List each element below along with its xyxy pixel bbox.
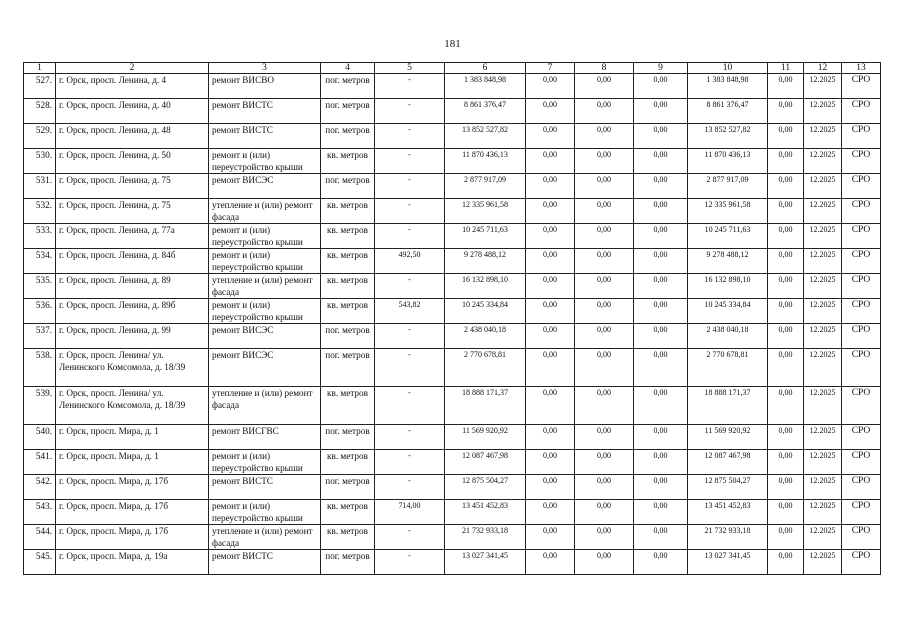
fund-cost-cell: 10 245 711,63: [688, 224, 768, 249]
value-cell-7: 0,00: [526, 99, 575, 124]
value-cell-11: 0,00: [768, 274, 804, 299]
total-cost-cell: 12 087 467,98: [445, 450, 526, 475]
fund-cost-cell: 13 027 341,45: [688, 550, 768, 575]
table-row: [24, 99, 881, 124]
value-cell-8: 0,00: [575, 224, 634, 249]
address-cell: г. Орск, просп. Ленина, д. 40: [56, 99, 209, 124]
date-cell: 12.2025: [804, 299, 842, 324]
unit-cell: кв. метров: [321, 387, 375, 425]
value-cell-7: 0,00: [526, 475, 575, 500]
value-cell-9: 0,00: [634, 224, 688, 249]
date-cell: 12.2025: [804, 550, 842, 575]
page-number: 181: [444, 38, 461, 50]
table-row: [24, 249, 881, 274]
row-number: 534.: [24, 249, 56, 274]
volume-cell: -: [375, 224, 445, 249]
work-type-cell: утепление и (или) ремонт фасада: [209, 199, 321, 224]
value-cell-9: 0,00: [634, 425, 688, 450]
address-cell: г. Орск, просп. Мира, д. 19а: [56, 550, 209, 575]
fund-cost-cell: 1 383 848,98: [688, 74, 768, 99]
value-cell-8: 0,00: [575, 475, 634, 500]
table-row: [24, 224, 881, 249]
table-row: [24, 475, 881, 500]
method-cell: СРО: [842, 249, 881, 274]
value-cell-7: 0,00: [526, 324, 575, 349]
row-number: 539.: [24, 387, 56, 425]
value-cell-7: 0,00: [526, 387, 575, 425]
unit-cell: кв. метров: [321, 500, 375, 525]
value-cell-11: 0,00: [768, 450, 804, 475]
table-row: [24, 387, 881, 425]
method-cell: СРО: [842, 299, 881, 324]
value-cell-8: 0,00: [575, 99, 634, 124]
row-number: 527.: [24, 74, 56, 99]
address-cell: г. Орск, просп. Ленина, д. 84б: [56, 249, 209, 274]
method-cell: СРО: [842, 274, 881, 299]
value-cell-7: 0,00: [526, 425, 575, 450]
table-row: [24, 550, 881, 575]
volume-cell: -: [375, 387, 445, 425]
volume-cell: -: [375, 425, 445, 450]
value-cell-7: 0,00: [526, 349, 575, 387]
work-type-cell: утепление и (или) ремонт фасада: [209, 387, 321, 425]
value-cell-7: 0,00: [526, 124, 575, 149]
register-table: [23, 62, 881, 575]
fund-cost-cell: 2 438 040,18: [688, 324, 768, 349]
row-number: 531.: [24, 174, 56, 199]
table-row: [24, 149, 881, 174]
method-cell: СРО: [842, 475, 881, 500]
unit-cell: пог. метров: [321, 124, 375, 149]
unit-cell: пог. метров: [321, 74, 375, 99]
value-cell-11: 0,00: [768, 500, 804, 525]
total-cost-cell: 18 888 171,37: [445, 387, 526, 425]
value-cell-7: 0,00: [526, 274, 575, 299]
address-cell: г. Орск, просп. Ленина, д. 89б: [56, 299, 209, 324]
row-number: 542.: [24, 475, 56, 500]
date-cell: 12.2025: [804, 74, 842, 99]
work-type-cell: ремонт и (или) переустройство крыши: [209, 500, 321, 525]
table-row: [24, 349, 881, 387]
volume-cell: -: [375, 450, 445, 475]
total-cost-cell: 13 027 341,45: [445, 550, 526, 575]
volume-cell: -: [375, 99, 445, 124]
table-row: [24, 450, 881, 475]
unit-cell: пог. метров: [321, 349, 375, 387]
volume-cell: -: [375, 475, 445, 500]
date-cell: 12.2025: [804, 349, 842, 387]
work-type-cell: ремонт ВИСГВС: [209, 425, 321, 450]
row-number: 544.: [24, 525, 56, 550]
date-cell: 12.2025: [804, 249, 842, 274]
row-number: 528.: [24, 99, 56, 124]
value-cell-11: 0,00: [768, 74, 804, 99]
value-cell-11: 0,00: [768, 249, 804, 274]
value-cell-7: 0,00: [526, 249, 575, 274]
work-type-cell: ремонт и (или) переустройство крыши: [209, 249, 321, 274]
address-cell: г. Орск, просп. Ленина, д. 99: [56, 324, 209, 349]
table-row: [24, 324, 881, 349]
method-cell: СРО: [842, 550, 881, 575]
volume-cell: -: [375, 74, 445, 99]
value-cell-7: 0,00: [526, 74, 575, 99]
method-cell: СРО: [842, 224, 881, 249]
method-cell: СРО: [842, 324, 881, 349]
fund-cost-cell: 10 245 334,84: [688, 299, 768, 324]
date-cell: 12.2025: [804, 99, 842, 124]
total-cost-cell: 21 732 933,18: [445, 525, 526, 550]
total-cost-cell: 2 770 678,81: [445, 349, 526, 387]
value-cell-7: 0,00: [526, 550, 575, 575]
fund-cost-cell: 18 888 171,37: [688, 387, 768, 425]
value-cell-9: 0,00: [634, 324, 688, 349]
value-cell-11: 0,00: [768, 224, 804, 249]
volume-cell: -: [375, 324, 445, 349]
table-row: [24, 299, 881, 324]
method-cell: СРО: [842, 174, 881, 199]
fund-cost-cell: 12 087 467,98: [688, 450, 768, 475]
row-number: 545.: [24, 550, 56, 575]
fund-cost-cell: 8 861 376,47: [688, 99, 768, 124]
col-header: 10: [688, 63, 768, 74]
value-cell-9: 0,00: [634, 550, 688, 575]
row-number: 532.: [24, 199, 56, 224]
volume-cell: -: [375, 550, 445, 575]
total-cost-cell: 2 438 040,18: [445, 324, 526, 349]
value-cell-8: 0,00: [575, 450, 634, 475]
volume-cell: -: [375, 199, 445, 224]
address-cell: г. Орск, просп. Ленина/ ул. Ленинского Комсомола, д. 18/39: [56, 387, 209, 425]
method-cell: СРО: [842, 450, 881, 475]
value-cell-9: 0,00: [634, 199, 688, 224]
value-cell-11: 0,00: [768, 149, 804, 174]
work-type-cell: ремонт и (или) переустройство крыши: [209, 450, 321, 475]
work-type-cell: ремонт ВИСЭС: [209, 174, 321, 199]
fund-cost-cell: 11 569 920,92: [688, 425, 768, 450]
method-cell: СРО: [842, 149, 881, 174]
unit-cell: кв. метров: [321, 224, 375, 249]
row-number: 540.: [24, 425, 56, 450]
volume-cell: -: [375, 149, 445, 174]
address-cell: г. Орск, просп. Мира, д. 17б: [56, 525, 209, 550]
value-cell-8: 0,00: [575, 550, 634, 575]
date-cell: 12.2025: [804, 500, 842, 525]
date-cell: 12.2025: [804, 124, 842, 149]
value-cell-9: 0,00: [634, 450, 688, 475]
value-cell-8: 0,00: [575, 349, 634, 387]
value-cell-11: 0,00: [768, 99, 804, 124]
col-header: 9: [634, 63, 688, 74]
value-cell-8: 0,00: [575, 387, 634, 425]
value-cell-11: 0,00: [768, 199, 804, 224]
value-cell-9: 0,00: [634, 124, 688, 149]
method-cell: СРО: [842, 500, 881, 525]
value-cell-11: 0,00: [768, 525, 804, 550]
value-cell-9: 0,00: [634, 249, 688, 274]
work-type-cell: ремонт ВИСТС: [209, 99, 321, 124]
value-cell-8: 0,00: [575, 324, 634, 349]
value-cell-9: 0,00: [634, 149, 688, 174]
value-cell-11: 0,00: [768, 550, 804, 575]
col-header: 2: [56, 63, 209, 74]
total-cost-cell: 10 245 711,63: [445, 224, 526, 249]
method-cell: СРО: [842, 387, 881, 425]
address-cell: г. Орск, просп. Ленина/ ул. Ленинского Комсомола, д. 18/39: [56, 349, 209, 387]
value-cell-8: 0,00: [575, 149, 634, 174]
unit-cell: кв. метров: [321, 450, 375, 475]
unit-cell: пог. метров: [321, 425, 375, 450]
col-header: 5: [375, 63, 445, 74]
value-cell-9: 0,00: [634, 475, 688, 500]
date-cell: 12.2025: [804, 525, 842, 550]
value-cell-8: 0,00: [575, 174, 634, 199]
table-row: [24, 199, 881, 224]
value-cell-9: 0,00: [634, 349, 688, 387]
total-cost-cell: 10 245 334,84: [445, 299, 526, 324]
col-header: 4: [321, 63, 375, 74]
unit-cell: кв. метров: [321, 149, 375, 174]
address-cell: г. Орск, просп. Ленина, д. 50: [56, 149, 209, 174]
method-cell: СРО: [842, 349, 881, 387]
value-cell-8: 0,00: [575, 249, 634, 274]
date-cell: 12.2025: [804, 149, 842, 174]
col-header: 8: [575, 63, 634, 74]
table-row: [24, 174, 881, 199]
address-cell: г. Орск, просп. Ленина, д. 77а: [56, 224, 209, 249]
date-cell: 12.2025: [804, 274, 842, 299]
volume-cell: -: [375, 274, 445, 299]
work-type-cell: ремонт и (или) переустройство крыши: [209, 149, 321, 174]
total-cost-cell: 13 451 452,83: [445, 500, 526, 525]
value-cell-8: 0,00: [575, 425, 634, 450]
address-cell: г. Орск, просп. Мира, д. 1: [56, 425, 209, 450]
fund-cost-cell: 16 132 898,10: [688, 274, 768, 299]
date-cell: 12.2025: [804, 450, 842, 475]
method-cell: СРО: [842, 74, 881, 99]
col-header: 6: [445, 63, 526, 74]
address-cell: г. Орск, просп. Ленина, д. 48: [56, 124, 209, 149]
total-cost-cell: 16 132 898,10: [445, 274, 526, 299]
volume-cell: -: [375, 525, 445, 550]
value-cell-7: 0,00: [526, 199, 575, 224]
unit-cell: пог. метров: [321, 174, 375, 199]
work-type-cell: ремонт ВИСТС: [209, 124, 321, 149]
volume-cell: -: [375, 124, 445, 149]
value-cell-7: 0,00: [526, 299, 575, 324]
value-cell-8: 0,00: [575, 124, 634, 149]
value-cell-9: 0,00: [634, 387, 688, 425]
unit-cell: пог. метров: [321, 550, 375, 575]
date-cell: 12.2025: [804, 174, 842, 199]
date-cell: 12.2025: [804, 425, 842, 450]
row-number: 538.: [24, 349, 56, 387]
value-cell-9: 0,00: [634, 274, 688, 299]
value-cell-11: 0,00: [768, 124, 804, 149]
total-cost-cell: 2 877 917,09: [445, 174, 526, 199]
value-cell-9: 0,00: [634, 299, 688, 324]
fund-cost-cell: 21 732 933,18: [688, 525, 768, 550]
value-cell-7: 0,00: [526, 174, 575, 199]
fund-cost-cell: 13 852 527,82: [688, 124, 768, 149]
unit-cell: кв. метров: [321, 525, 375, 550]
work-type-cell: утепление и (или) ремонт фасада: [209, 274, 321, 299]
address-cell: г. Орск, просп. Ленина, д. 89: [56, 274, 209, 299]
value-cell-7: 0,00: [526, 450, 575, 475]
unit-cell: кв. метров: [321, 199, 375, 224]
date-cell: 12.2025: [804, 199, 842, 224]
col-header: 1: [24, 63, 56, 74]
value-cell-8: 0,00: [575, 199, 634, 224]
value-cell-11: 0,00: [768, 324, 804, 349]
value-cell-8: 0,00: [575, 299, 634, 324]
total-cost-cell: 12 875 504,27: [445, 475, 526, 500]
row-number: 536.: [24, 299, 56, 324]
date-cell: 12.2025: [804, 475, 842, 500]
value-cell-11: 0,00: [768, 425, 804, 450]
unit-cell: кв. метров: [321, 249, 375, 274]
volume-cell: 543,82: [375, 299, 445, 324]
row-number: 535.: [24, 274, 56, 299]
value-cell-8: 0,00: [575, 525, 634, 550]
work-type-cell: ремонт ВИСЭС: [209, 324, 321, 349]
value-cell-9: 0,00: [634, 174, 688, 199]
volume-cell: 492,50: [375, 249, 445, 274]
method-cell: СРО: [842, 199, 881, 224]
table-row: [24, 124, 881, 149]
work-type-cell: ремонт ВИСТС: [209, 550, 321, 575]
value-cell-11: 0,00: [768, 349, 804, 387]
total-cost-cell: 11 569 920,92: [445, 425, 526, 450]
address-cell: г. Орск, просп. Мира, д. 1: [56, 450, 209, 475]
unit-cell: пог. метров: [321, 324, 375, 349]
date-cell: 12.2025: [804, 324, 842, 349]
method-cell: СРО: [842, 525, 881, 550]
address-cell: г. Орск, просп. Ленина, д. 75: [56, 199, 209, 224]
work-type-cell: ремонт ВИСЭС: [209, 349, 321, 387]
row-number: 529.: [24, 124, 56, 149]
total-cost-cell: 1 383 848,98: [445, 74, 526, 99]
value-cell-9: 0,00: [634, 500, 688, 525]
fund-cost-cell: 12 875 504,27: [688, 475, 768, 500]
volume-cell: -: [375, 349, 445, 387]
address-cell: г. Орск, просп. Мира, д. 17б: [56, 475, 209, 500]
value-cell-11: 0,00: [768, 387, 804, 425]
col-header: 12: [804, 63, 842, 74]
col-header: 7: [526, 63, 575, 74]
unit-cell: пог. метров: [321, 475, 375, 500]
table-row: [24, 500, 881, 525]
total-cost-cell: 11 870 436,13: [445, 149, 526, 174]
address-cell: г. Орск, просп. Ленина, д. 4: [56, 74, 209, 99]
unit-cell: пог. метров: [321, 99, 375, 124]
total-cost-cell: 12 335 961,58: [445, 199, 526, 224]
total-cost-cell: 9 278 488,12: [445, 249, 526, 274]
method-cell: СРО: [842, 99, 881, 124]
method-cell: СРО: [842, 425, 881, 450]
total-cost-cell: 8 861 376,47: [445, 99, 526, 124]
volume-cell: 714,00: [375, 500, 445, 525]
value-cell-7: 0,00: [526, 500, 575, 525]
work-type-cell: ремонт и (или) переустройство крыши: [209, 299, 321, 324]
value-cell-11: 0,00: [768, 475, 804, 500]
fund-cost-cell: 13 451 452,83: [688, 500, 768, 525]
value-cell-8: 0,00: [575, 74, 634, 99]
unit-cell: кв. метров: [321, 299, 375, 324]
table-row: [24, 274, 881, 299]
total-cost-cell: 13 852 527,82: [445, 124, 526, 149]
address-cell: г. Орск, просп. Мира, д. 17б: [56, 500, 209, 525]
value-cell-9: 0,00: [634, 99, 688, 124]
row-number: 530.: [24, 149, 56, 174]
date-cell: 12.2025: [804, 224, 842, 249]
work-type-cell: ремонт и (или) переустройство крыши: [209, 224, 321, 249]
fund-cost-cell: 11 870 436,13: [688, 149, 768, 174]
row-number: 543.: [24, 500, 56, 525]
fund-cost-cell: 9 278 488,12: [688, 249, 768, 274]
row-number: 533.: [24, 224, 56, 249]
value-cell-11: 0,00: [768, 174, 804, 199]
header-row: [24, 63, 881, 74]
fund-cost-cell: 2 770 678,81: [688, 349, 768, 387]
col-header: 11: [768, 63, 804, 74]
fund-cost-cell: 12 335 961,58: [688, 199, 768, 224]
row-number: 541.: [24, 450, 56, 475]
address-cell: г. Орск, просп. Ленина, д. 75: [56, 174, 209, 199]
fund-cost-cell: 2 877 917,09: [688, 174, 768, 199]
table-row: [24, 525, 881, 550]
value-cell-7: 0,00: [526, 525, 575, 550]
col-header: 13: [842, 63, 881, 74]
value-cell-9: 0,00: [634, 74, 688, 99]
date-cell: 12.2025: [804, 387, 842, 425]
volume-cell: -: [375, 174, 445, 199]
value-cell-8: 0,00: [575, 274, 634, 299]
table-row: [24, 74, 881, 99]
value-cell-7: 0,00: [526, 149, 575, 174]
value-cell-7: 0,00: [526, 224, 575, 249]
work-type-cell: ремонт ВИСТС: [209, 475, 321, 500]
table-row: [24, 425, 881, 450]
value-cell-11: 0,00: [768, 299, 804, 324]
value-cell-9: 0,00: [634, 525, 688, 550]
work-type-cell: ремонт ВИСВО: [209, 74, 321, 99]
unit-cell: кв. метров: [321, 274, 375, 299]
work-type-cell: утепление и (или) ремонт фасада: [209, 525, 321, 550]
row-number: 537.: [24, 324, 56, 349]
value-cell-8: 0,00: [575, 500, 634, 525]
method-cell: СРО: [842, 124, 881, 149]
col-header: 3: [209, 63, 321, 74]
